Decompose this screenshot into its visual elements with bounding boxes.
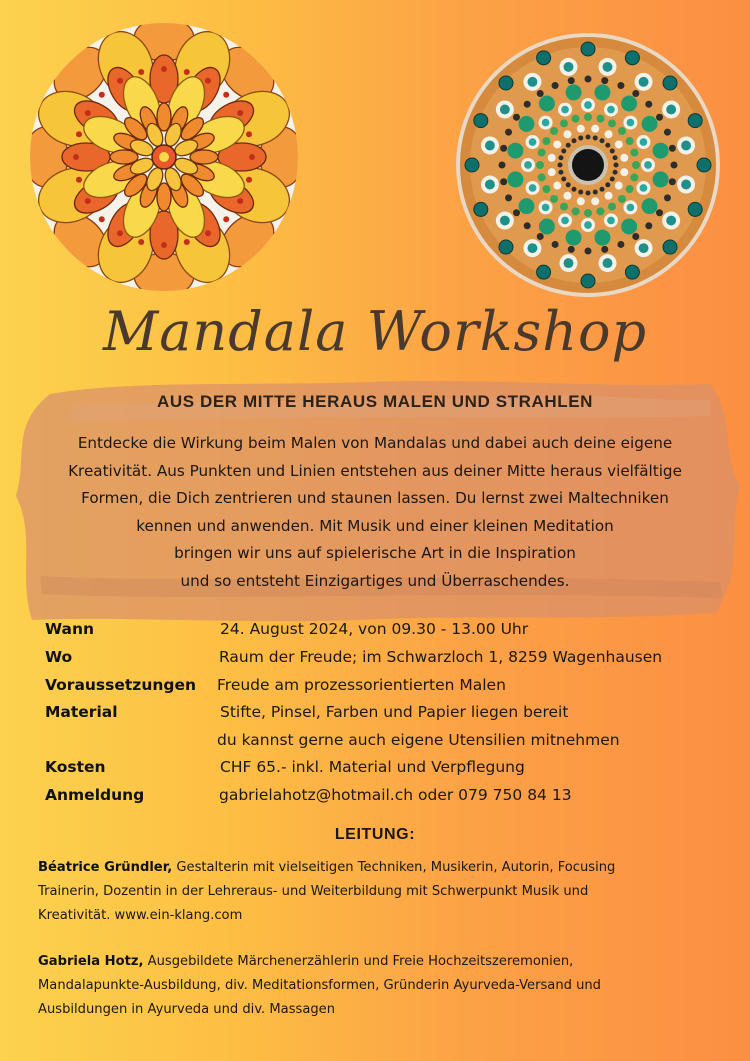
requirements-label: Voraussetzungen bbox=[45, 676, 197, 694]
bio-line bbox=[38, 856, 718, 880]
material-value: Stifte, Pinsel, Farben und Papier liegen bereit bbox=[220, 703, 569, 721]
bio-name: Gabriela Hotz, bbox=[38, 954, 144, 969]
bio-text: Ausgebildete Märchenerzählerin und Freie Hochzeitszeremonien, bbox=[143, 954, 574, 969]
when-label: Wann bbox=[45, 620, 95, 638]
material-value-2: du kannst gerne auch eigene Utensilien mitnehmen bbox=[217, 731, 620, 749]
where-value: Raum der Freude; im Schwarzloch 1, 8259 Wagenhausen bbox=[219, 648, 663, 666]
mandala-painting-yellow bbox=[30, 23, 298, 291]
bio-line: Mandalapunkte-Ausbildung, div. Meditationsformen, Gründerin Ayurveda-Versand und bbox=[38, 978, 601, 993]
info-row-material bbox=[45, 703, 735, 729]
registration-value: gabrielahotz@hotmail.ch oder 079 750 84 13 bbox=[219, 786, 572, 804]
bio-line: Trainerin, Dozentin in der Lehreraus- und Weiterbildung mit Schwerpunkt Musik und bbox=[38, 884, 589, 899]
intro-text bbox=[30, 430, 720, 595]
info-row-cost bbox=[45, 758, 735, 784]
bio-gabriela bbox=[38, 950, 718, 1022]
info-row-material-2 bbox=[45, 731, 735, 757]
info-row-where bbox=[45, 648, 735, 674]
info-row-when bbox=[45, 620, 735, 646]
intro-line: Formen, die Dich zentrieren und staunen lassen. Du lernst zwei Maltechniken bbox=[81, 489, 669, 507]
cost-label: Kosten bbox=[45, 758, 106, 776]
registration-label: Anmeldung bbox=[45, 786, 145, 804]
cost-value: CHF 65.- inkl. Material und Verpflegung bbox=[220, 758, 525, 776]
page-title: Mandala Workshop bbox=[102, 300, 648, 363]
bio-name: Béatrice Gründler, bbox=[38, 860, 173, 875]
bio-line bbox=[38, 950, 718, 974]
intro-line: bringen wir uns auf spielerische Art in die Inspiration bbox=[174, 544, 576, 562]
info-row-registration bbox=[45, 786, 735, 812]
material-label: Material bbox=[45, 703, 118, 721]
bio-beatrice bbox=[38, 856, 718, 928]
subtitle: AUS DER MITTE HERAUS MALEN UND STRAHLEN bbox=[156, 392, 594, 411]
where-label: Wo bbox=[45, 648, 73, 666]
bio-line: Kreativität. www.ein-klang.com bbox=[38, 908, 243, 923]
info-row-requirements bbox=[45, 676, 735, 702]
intro-line: kennen und anwenden. Mit Musik und einer kleinen Meditation bbox=[136, 516, 614, 535]
intro-line: und so entsteht Einzigartiges und Überraschendes. bbox=[180, 571, 570, 590]
mandala-painting-dots bbox=[456, 33, 720, 297]
when-value: 24. August 2024, von 09.30 - 13.00 Uhr bbox=[220, 620, 529, 638]
requirements-value: Freude am prozessorientierten Malen bbox=[217, 676, 506, 694]
intro-line: Entdecke die Wirkung beim Malen von Mandalas und dabei auch deine eigene bbox=[77, 434, 673, 452]
bio-line: Ausbildungen in Ayurveda und div. Massagen bbox=[38, 1002, 336, 1017]
leitung-heading: LEITUNG: bbox=[334, 826, 416, 843]
bio-text: Gestalterin mit vielseitigen Techniken, Musikerin, Autorin, Focusing bbox=[172, 860, 616, 875]
intro-line: Kreativität. Aus Punkten und Linien entstehen aus deiner Mitte heraus vielfältige bbox=[68, 461, 682, 480]
